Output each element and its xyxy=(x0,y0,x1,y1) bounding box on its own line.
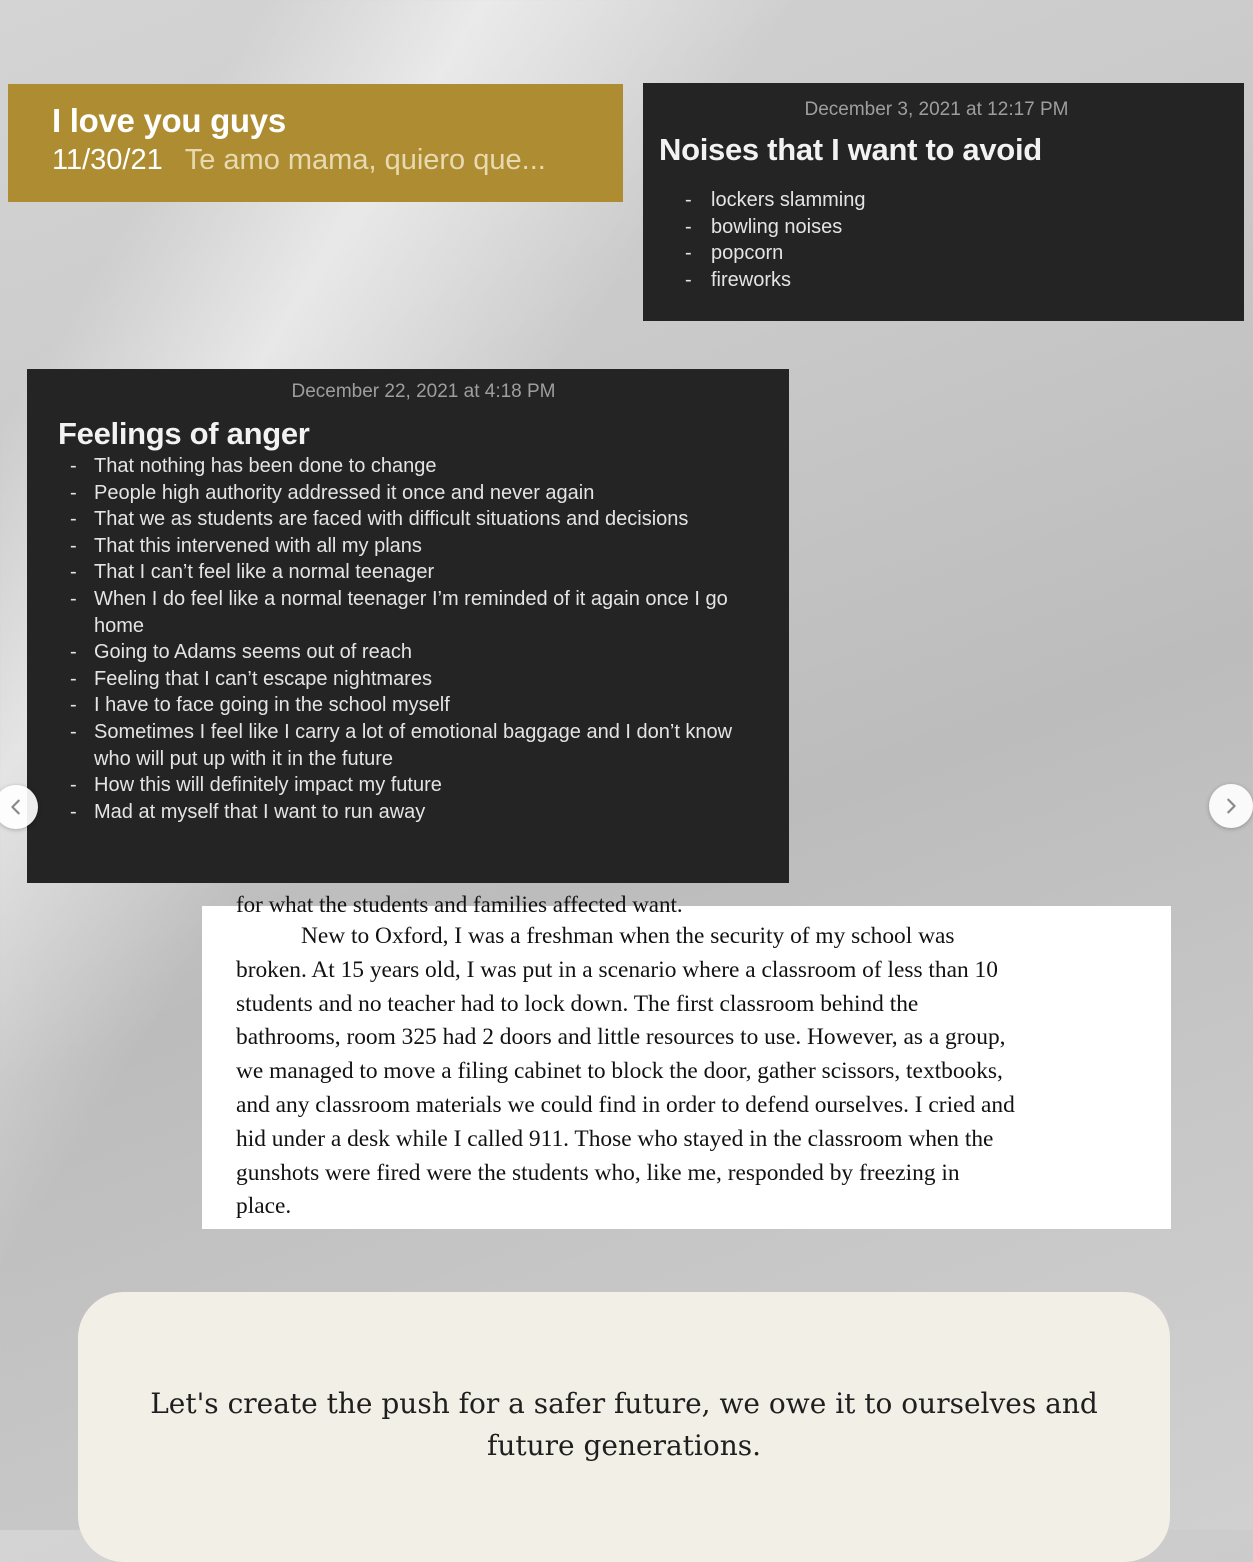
bullet-dash: - xyxy=(685,215,692,238)
bullet-dash: - xyxy=(70,561,77,584)
list-item: - That this intervened with all my plans xyxy=(58,533,754,560)
list-item: - That we as students are faced with difficult situations and decisions xyxy=(58,506,754,533)
note-heading: Feelings of anger xyxy=(58,416,310,451)
essay-excerpt xyxy=(202,892,1171,1229)
note-heading: Noises that I want to avoid xyxy=(659,132,1042,167)
bullet-dash: - xyxy=(70,667,77,690)
list-item: - Mad at myself that I want to run away xyxy=(58,799,754,826)
note-card-i-love-you-guys[interactable] xyxy=(8,84,623,202)
list-item: - That I can’t feel like a normal teenager xyxy=(58,559,754,586)
essay-line: students and no teacher had to lock down. The first classroom behind the xyxy=(236,990,919,1017)
bullet-dash: - xyxy=(70,534,77,557)
list-item: - popcorn xyxy=(669,240,1244,267)
list-item: - Feeling that I can’t escape nightmares xyxy=(58,666,754,693)
note-card-feelings-of-anger xyxy=(27,369,789,883)
note-card-noises xyxy=(643,83,1244,321)
essay-paragraph xyxy=(236,920,1086,1224)
bullet-dash: - xyxy=(70,641,77,664)
chevron-left-icon xyxy=(7,798,25,816)
bullet-dash: - xyxy=(70,774,77,797)
note-list xyxy=(58,453,789,825)
note-timestamp: December 22, 2021 at 4:18 PM xyxy=(291,381,556,402)
note-date: 11/30/21 xyxy=(52,144,163,176)
chevron-right-icon xyxy=(1222,797,1240,815)
list-item: - How this will definitely impact my future xyxy=(58,772,754,799)
essay-line: New to Oxford, I was a freshman when the security of my school was xyxy=(301,923,955,949)
bullet-dash: - xyxy=(70,694,77,717)
bullet-dash: - xyxy=(70,455,77,477)
note-timestamp: December 3, 2021 at 12:17 PM xyxy=(804,99,1069,120)
list-item: - Sometimes I feel like I carry a lot of emotional baggage and I don’t know who will put up with it in the future xyxy=(70,720,733,770)
carousel-next-button[interactable] xyxy=(1209,784,1253,828)
list-item: - That nothing has been done to change xyxy=(58,453,754,480)
essay-line: bathrooms, room 325 had 2 doors and little resources to use. However, as a group, xyxy=(236,1024,1006,1051)
essay-line: broken. At 15 years old, I was put in a scenario where a classroom of less than 10 xyxy=(236,956,998,983)
bullet-dash: - xyxy=(70,720,77,743)
essay-line: place. xyxy=(236,1193,292,1220)
note-list xyxy=(659,187,1244,293)
note-subtitle xyxy=(52,142,623,178)
essay-line: we managed to move a filing cabinet to block the door, gather scissors, textbooks, xyxy=(236,1058,1003,1085)
closing-line: Let's create the push for a safer future, we owe it to ourselves and xyxy=(150,1387,1098,1420)
bullet-dash: - xyxy=(70,508,77,531)
list-item: - bowling noises xyxy=(669,214,1244,241)
list-item: - When I do feel like a normal teenager I’m reminded of it again once I go home xyxy=(70,587,728,637)
bullet-dash: - xyxy=(70,800,77,823)
bullet-dash: - xyxy=(685,242,692,265)
list-item: - Going to Adams seems out of reach xyxy=(58,639,754,666)
essay-cutoff-line: for what the students and families affected want. xyxy=(236,892,683,917)
list-item: - I have to face going in the school myself xyxy=(58,692,754,719)
bullet-dash: - xyxy=(70,481,77,504)
bullet-dash: - xyxy=(685,189,692,211)
list-item: - fireworks xyxy=(669,267,1244,294)
closing-statement-card xyxy=(78,1292,1170,1562)
list-item: - People high authority addressed it once and never again xyxy=(58,480,754,507)
bullet-dash: - xyxy=(70,587,77,610)
note-title: I love you guys xyxy=(52,102,286,139)
note-preview: Te amo mama, quiero que... xyxy=(184,144,546,176)
essay-line: gunshots were fired were the students who, like me, responded by freezing in xyxy=(236,1159,960,1186)
essay-line: and any classroom materials we could find in order to defend ourselves. I cried and xyxy=(236,1091,1015,1118)
essay-line: hid under a desk while I called 911. Those who stayed in the classroom when the xyxy=(236,1125,994,1152)
closing-line: future generations. xyxy=(486,1429,762,1462)
bullet-dash: - xyxy=(685,268,692,291)
list-item: - lockers slamming xyxy=(669,187,1244,214)
